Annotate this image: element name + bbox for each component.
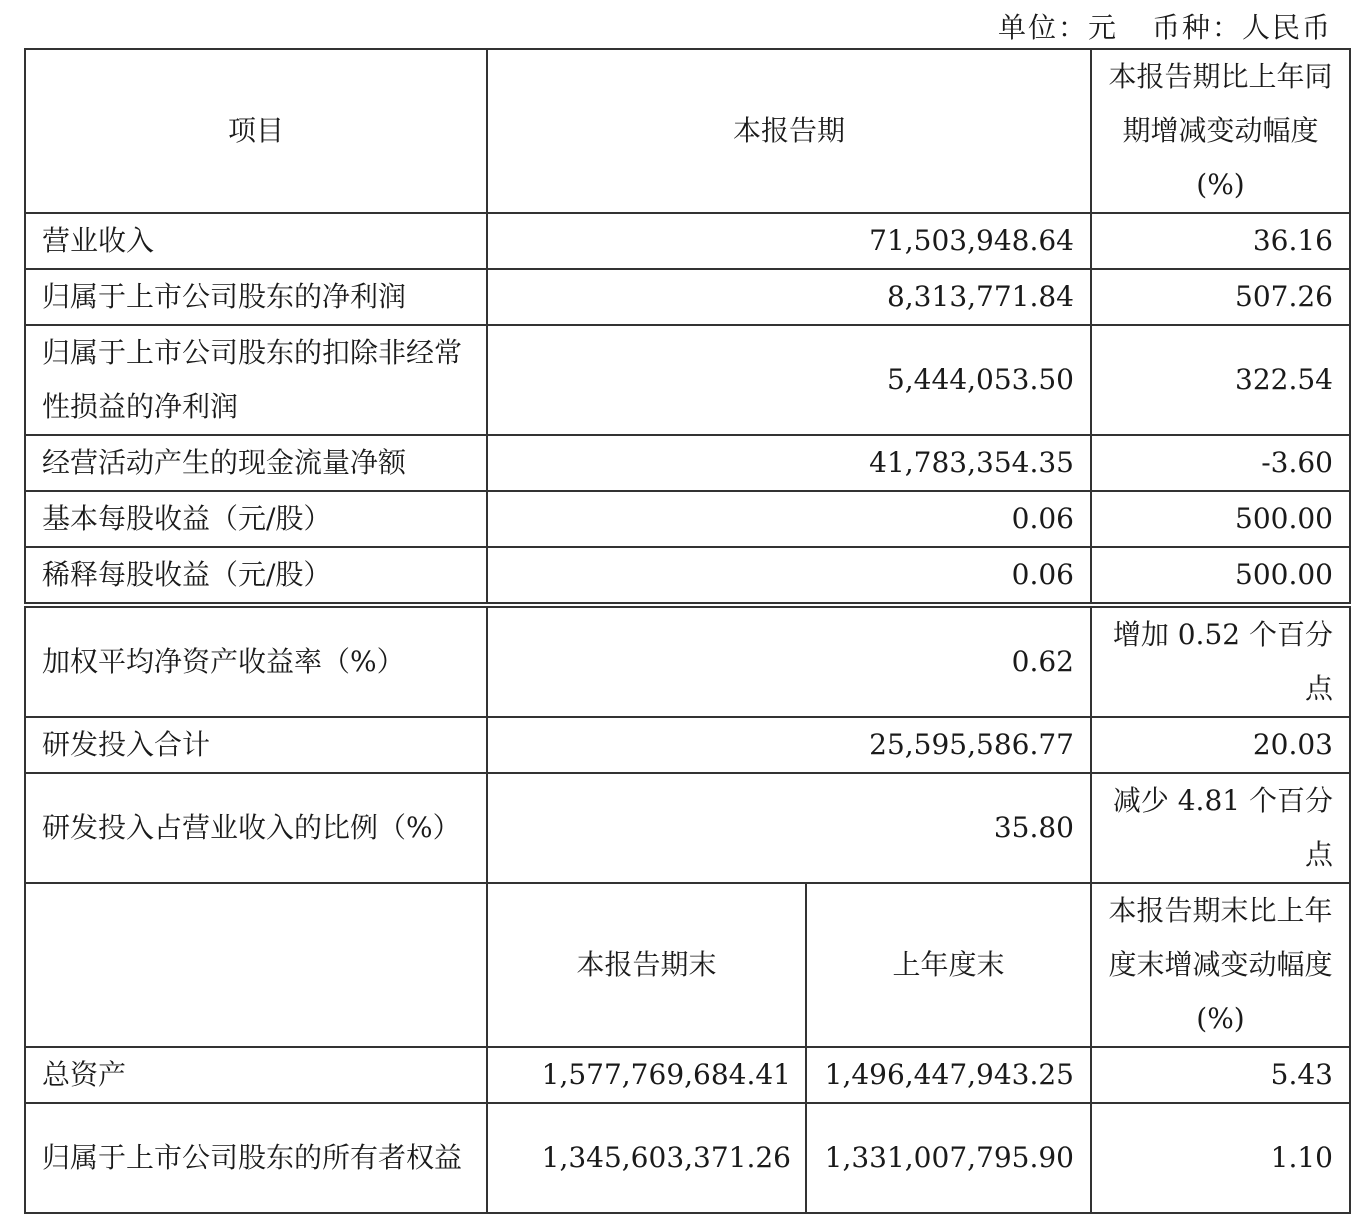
table-row bbox=[25, 1047, 1350, 1103]
row-label: 基本每股收益（元/股） bbox=[25, 491, 487, 547]
row-change-value: 5.43 bbox=[1091, 1047, 1350, 1103]
header-yoy-change: 本报告期比上年同期增减变动幅度(%) bbox=[1091, 49, 1350, 213]
row-label: 归属于上市公司股东的扣除非经常性损益的净利润 bbox=[25, 325, 487, 435]
row-current-value: 8,313,771.84 bbox=[487, 269, 1091, 325]
table-row bbox=[25, 435, 1350, 491]
header-period-end-change: 本报告期末比上年度末增减变动幅度(%) bbox=[1091, 883, 1350, 1047]
row-change-value: 36.16 bbox=[1091, 213, 1350, 269]
balance-header-row bbox=[25, 883, 1350, 1047]
row-current-value: 71,503,948.64 bbox=[487, 213, 1091, 269]
row-prior-year-end-value: 1,331,007,795.90 bbox=[806, 1103, 1091, 1213]
row-label: 研发投入占营业收入的比例（%） bbox=[25, 773, 487, 883]
table-row bbox=[25, 1103, 1350, 1213]
table-row bbox=[25, 213, 1350, 269]
row-change-value: 500.00 bbox=[1091, 491, 1350, 547]
table-header-row bbox=[25, 49, 1350, 213]
row-current-value: 41,783,354.35 bbox=[487, 435, 1091, 491]
header-period-end: 本报告期末 bbox=[487, 883, 806, 1047]
table-row bbox=[25, 491, 1350, 547]
table-row bbox=[25, 269, 1350, 325]
row-label: 稀释每股收益（元/股） bbox=[25, 547, 487, 603]
currency-label: 币种：人民币 bbox=[1151, 11, 1332, 44]
row-change-value: 增加 0.52 个百分点 bbox=[1091, 607, 1350, 717]
row-current-value: 0.06 bbox=[487, 547, 1091, 603]
secondary-financial-table bbox=[24, 606, 1351, 1214]
row-label: 研发投入合计 bbox=[25, 717, 487, 773]
header-blank bbox=[25, 883, 487, 1047]
row-current-value: 0.62 bbox=[487, 607, 1091, 717]
row-label: 总资产 bbox=[25, 1047, 487, 1103]
main-financial-table bbox=[24, 48, 1351, 604]
table-row bbox=[25, 773, 1350, 883]
table-row bbox=[25, 325, 1350, 435]
table-row bbox=[25, 547, 1350, 603]
row-change-value: 507.26 bbox=[1091, 269, 1350, 325]
row-change-value: 1.10 bbox=[1091, 1103, 1350, 1213]
row-change-value: 减少 4.81 个百分点 bbox=[1091, 773, 1350, 883]
row-label: 经营活动产生的现金流量净额 bbox=[25, 435, 487, 491]
header-item: 项目 bbox=[25, 49, 487, 213]
unit-label: 单位：元 bbox=[997, 11, 1118, 44]
row-change-value: 500.00 bbox=[1091, 547, 1350, 603]
row-prior-year-end-value: 1,496,447,943.25 bbox=[806, 1047, 1091, 1103]
row-current-value: 35.80 bbox=[487, 773, 1091, 883]
row-current-value: 25,595,586.77 bbox=[487, 717, 1091, 773]
unit-currency-line bbox=[998, 6, 1332, 46]
row-label: 营业收入 bbox=[25, 213, 487, 269]
header-current-period: 本报告期 bbox=[487, 49, 1091, 213]
row-current-value: 0.06 bbox=[487, 491, 1091, 547]
row-label: 加权平均净资产收益率（%） bbox=[25, 607, 487, 717]
row-change-value: 20.03 bbox=[1091, 717, 1350, 773]
row-current-value: 5,444,053.50 bbox=[487, 325, 1091, 435]
row-label: 归属于上市公司股东的所有者权益 bbox=[25, 1103, 487, 1213]
table-row bbox=[25, 607, 1350, 717]
row-change-value: -3.60 bbox=[1091, 435, 1350, 491]
row-period-end-value: 1,577,769,684.41 bbox=[487, 1047, 806, 1103]
row-change-value: 322.54 bbox=[1091, 325, 1350, 435]
row-period-end-value: 1,345,603,371.26 bbox=[487, 1103, 806, 1213]
row-label: 归属于上市公司股东的净利润 bbox=[25, 269, 487, 325]
table-row bbox=[25, 717, 1350, 773]
header-prior-year-end: 上年度末 bbox=[806, 883, 1091, 1047]
